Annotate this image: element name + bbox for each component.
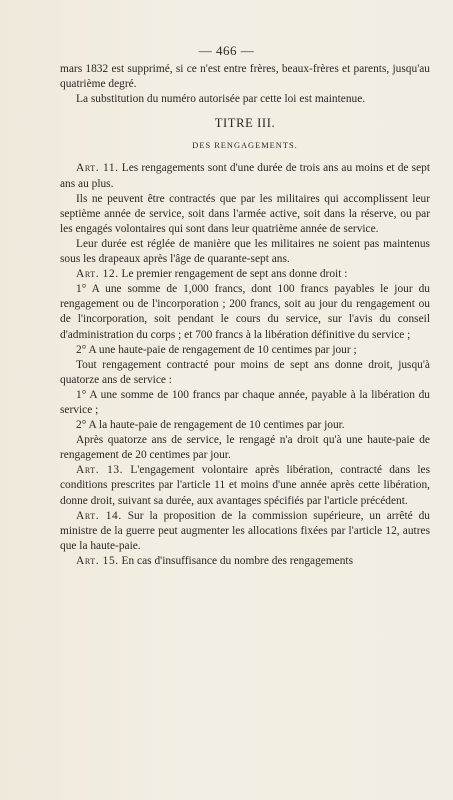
paragraph-haute-paie-10: 2° A une haute-paie de rengagement de 10 centimes par jour ; [76, 343, 357, 356]
article-13-label: Art. 13. [76, 464, 124, 477]
paragraph-haute-paie-10b: 2° A la haute-paie de rengagement de 10 centimes par jour. [76, 419, 345, 432]
article-14-label: Art. 14. [76, 509, 122, 522]
body-text [60, 62, 430, 569]
paragraph-substitution: La substitution du numéro autorisée par cette loi est maintenue. [76, 93, 366, 106]
article-12-text: Le premier rengagement de sept ans donne droit : [118, 268, 348, 281]
article-15-label: Art. 15. [76, 554, 119, 567]
section-title: TITRE III. [214, 116, 276, 131]
article-13-text: L'engagement volontaire après libération, contracté dans les conditions prescrites par l'article 11 et moins d'une année après cette libération, donne droit, suivant sa durée, aux avantages spécifiés par l'article précédent. [60, 464, 431, 507]
article-11 [60, 161, 430, 191]
section-subtitle: DES RENGAGEMENTS. [192, 141, 298, 151]
article-15 [60, 554, 430, 569]
article-11-label: Art. 11. [76, 162, 119, 175]
paragraph-contract-conditions: Ils ne peuvent être contractés que par les militaires qui accomplissent leur septième année de service, soit dans l'armée active, soit dans la réserve, ou par les engagés volontaires qui sont dans leur quatrième année de service. [60, 192, 430, 235]
article-13 [60, 463, 430, 508]
article-12 [60, 267, 430, 282]
page-number: — 466 — [198, 43, 255, 58]
paragraph-continuation: mars 1832 est supprimé, si ce n'est entre frères, beaux-frères et parents, jusqu'au quatrième degré. [60, 63, 430, 91]
paragraph-short-rengagement: Tout rengagement contracté pour moins de sept ans donne droit, jusqu'à quatorze ans de service : [60, 358, 430, 386]
paragraph-after-14-years: Après quatorze ans de service, le rengagé n'a droit qu'à une haute-paie de rengagement de 20 centimes par jour. [60, 434, 430, 462]
article-15-text: En cas d'insuffisance du nombre des rengagements [118, 554, 354, 567]
paragraph-sum-100: 1° A une somme de 100 francs par chaque année, payable à la libération du service ; [60, 388, 430, 416]
article-14 [60, 509, 430, 554]
article-12-label: Art. 12. [76, 268, 119, 281]
paragraph-sum-1000: 1° A une somme de 1,000 francs, dont 100 francs payables le jour du rengagement ou de l'incorporation ; 200 francs, soit au jour du rengagement ou de l'incorporation, soit pendant le cours du service, sur l'avis du conseil d'administration du corps ; et 700 francs à la libération définitive du service ; [60, 283, 430, 341]
paragraph-duration: Leur durée est réglée de manière que les militaires ne soient pas maintenus sous les drapeaux après l'âge de quarante-sept ans. [60, 237, 430, 266]
article-11-text: Les rengagements sont d'une durée de trois ans au moins et de sept ans au plus. [60, 162, 430, 190]
article-14-text: Sur la proposition de la commission supérieure, un arrêté du ministre de la guerre peut augmenter les allocations fixées par l'article 12, autres que la haute-paie. [60, 509, 430, 552]
